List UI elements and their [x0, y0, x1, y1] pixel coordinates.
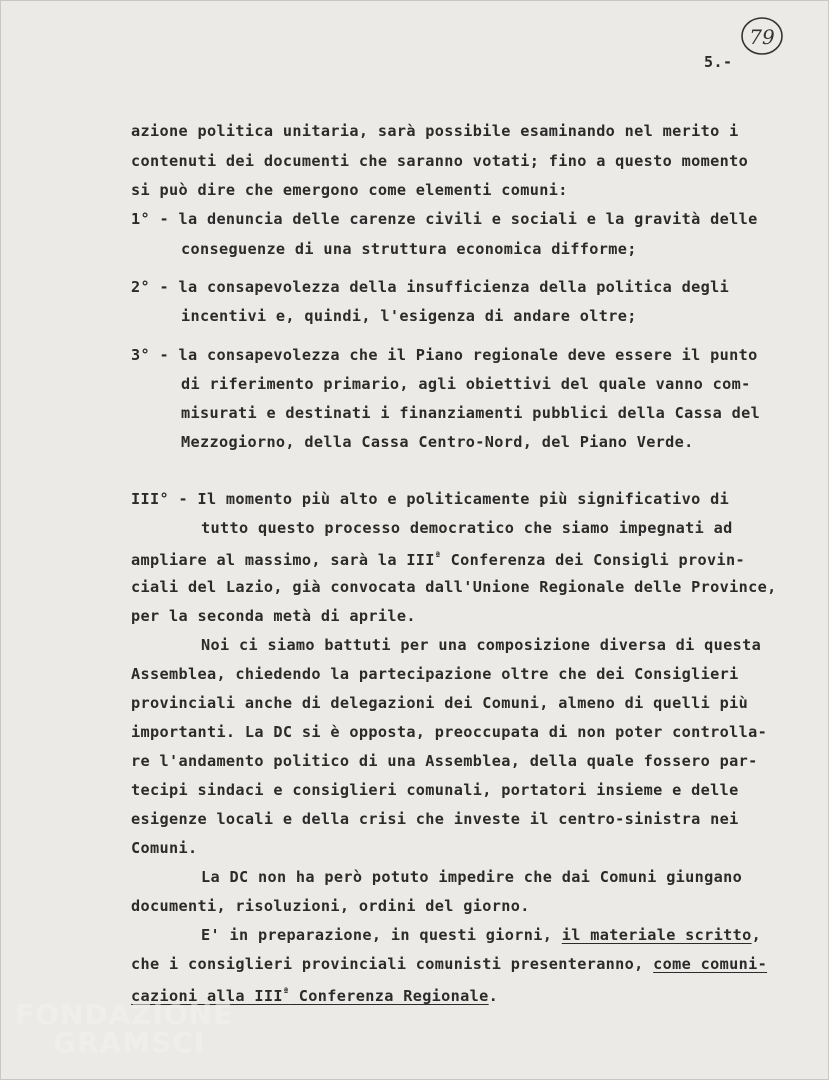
- list-item-3: 3° - la consapevolezza che il Piano regionale deve essere il punto: [131, 346, 758, 364]
- watermark-logo: [15, 998, 234, 1059]
- text-segment: ,: [751, 926, 762, 944]
- text-line: misurati e destinati i finanziamenti pubblici della Cassa del: [181, 404, 761, 422]
- text-segment: Conferenza dei Consigli provin-: [441, 551, 745, 570]
- text-line: Noi ci siamo battuti per una composizione diversa di questa: [201, 636, 762, 654]
- folio-number: 79: [749, 25, 775, 49]
- text-line: Comuni.: [131, 839, 198, 857]
- underlined-text: il materiale scritto: [561, 926, 752, 944]
- text-line: [131, 954, 767, 974]
- text-line: tecipi sindaci e consiglieri comunali, portatori insieme e delle: [131, 781, 739, 799]
- text-line: [131, 547, 745, 570]
- text-line: re l'andamento politico di una Assemblea, della quale fossero par-: [131, 752, 758, 770]
- text-line: esigenze locali e della crisi che investe il centro-sinistra nei: [131, 810, 739, 828]
- text-line: ciali del Lazio, già convocata dall'Unione Regionale delle Province,: [131, 578, 777, 596]
- text-line: azione politica unitaria, sarà possibile esaminando nel merito i: [131, 122, 739, 140]
- text-line: importanti. La DC si è opposta, preoccupata di non poter controlla-: [131, 723, 768, 741]
- text-segment: .: [488, 987, 499, 1006]
- text-line: conseguenze di una struttura economica difforme;: [181, 240, 637, 258]
- list-item-1: 1° - la denuncia delle carenze civili e sociali e la gravità delle: [131, 210, 758, 228]
- text-line: Mezzogiorno, della Cassa Centro-Nord, del Piano Verde.: [181, 433, 694, 451]
- text-line: documenti, risoluzioni, ordini del giorno.: [131, 897, 530, 915]
- page-number: 5.-: [704, 53, 733, 71]
- text-line: Assemblea, chiedendo la partecipazione oltre che dei Consiglieri: [131, 665, 739, 683]
- text-segment: E' in preparazione, in questi giorni,: [201, 926, 562, 944]
- text-line: contenuti dei documenti che saranno votati; fino a questo momento: [131, 152, 749, 170]
- superscript: ª: [434, 551, 442, 562]
- watermark-line-1: FONDAZIONE: [15, 998, 234, 1031]
- text-segment: cazioni alla III: [131, 987, 283, 1006]
- text-line: di riferimento primario, agli obiettivi del quale vanno com-: [181, 375, 751, 393]
- text-line: tutto questo processo democratico che siamo impegnati ad: [201, 519, 733, 537]
- folio-stamp-icon: [739, 14, 785, 58]
- text-line: La DC non ha però potuto impedire che dai Comuni giungano: [201, 868, 743, 886]
- text-line: si può dire che emergono come elementi comuni:: [131, 181, 568, 199]
- text-line: per la seconda metà di aprile.: [131, 607, 416, 625]
- text-segment: che i consiglieri provinciali comunisti presenteranno,: [131, 955, 654, 973]
- underlined-text: come comuni-: [653, 955, 768, 973]
- section-iii-heading: III° - Il momento più alto e politicamente più significativo di: [131, 490, 730, 508]
- superscript: ª: [282, 987, 290, 998]
- text-segment: ampliare al massimo, sarà la III: [131, 551, 435, 570]
- text-line: [201, 925, 761, 945]
- text-line: incentivi e, quindi, l'esigenza di andare oltre;: [181, 307, 637, 325]
- list-item-2: 2° - la consapevolezza della insufficienza della politica degli: [131, 278, 730, 296]
- text-segment: Conferenza Regionale: [289, 987, 489, 1006]
- text-line: provinciali anche di delegazioni dei Comuni, almeno di quelli più: [131, 694, 749, 712]
- watermark-line-2: GRAMSCI: [53, 1026, 206, 1059]
